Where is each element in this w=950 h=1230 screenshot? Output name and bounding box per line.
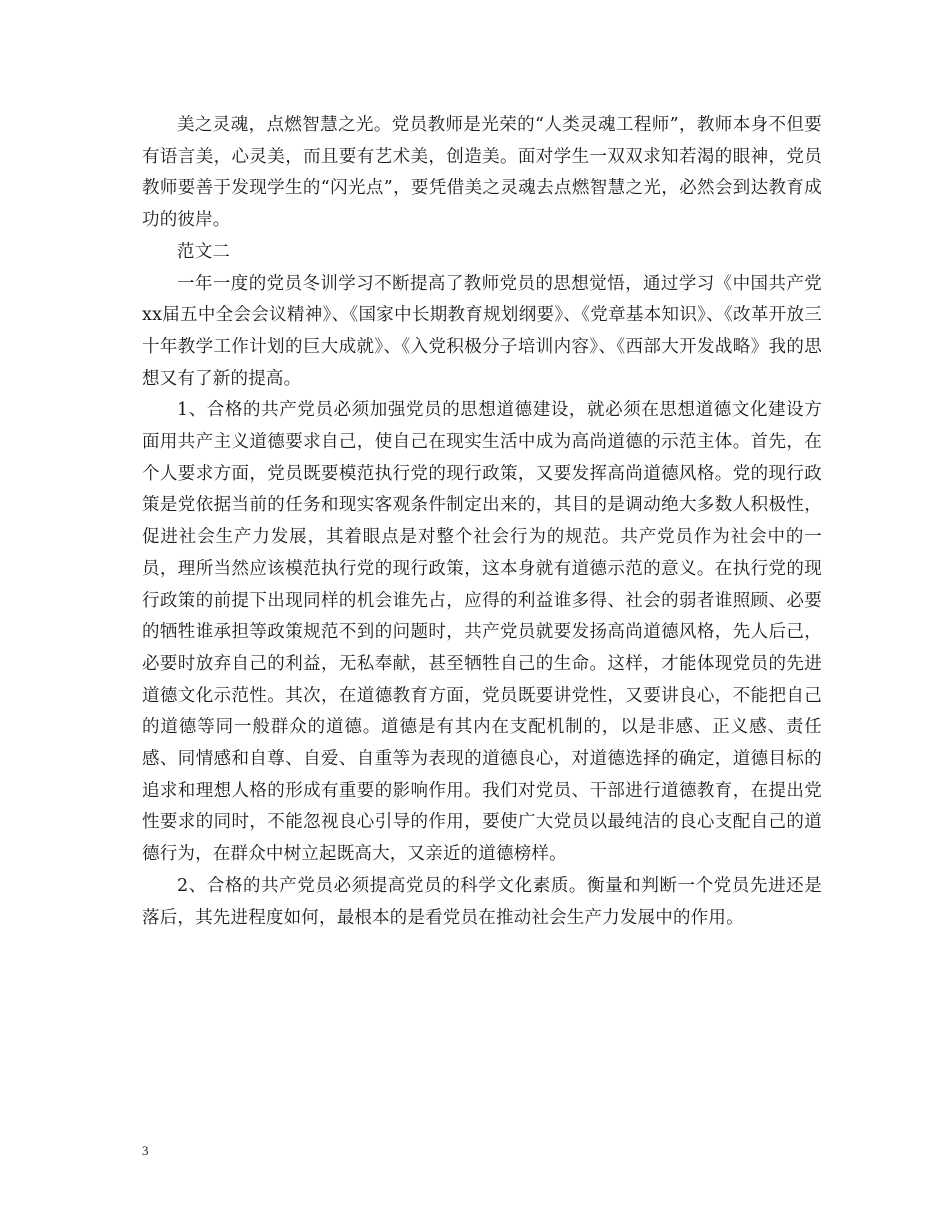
page-number: 3 (142, 1143, 149, 1158)
paragraph-2: 一年一度的党员冬训学习不断提高了教师党员的思想觉悟，通过学习《中国共产党xx届五中全会会议精神》、《国家中长期教育规划纲要》、《党章基本知识》、《改革开放三十年教学工作计划的巨大成就》、《入党积极分子培训内容》、《西部大开发战略》我的思想又有了新的提高。 (142, 273, 822, 389)
paragraph-1: 美之灵魂，点燃智慧之光。党员教师是光荣的“人类灵魂工程师”，教师本身不但要有语言美，心灵美，而且要有艺术美，创造美。面对学生一双双求知若渴的眼神，党员教师要善于发现学生的“闪光点”，要凭借美之灵魂去点燃智慧之光，必然会到达教育成功的彼岸。 (142, 115, 822, 231)
paragraph-3: 1、合格的共产党员必须加强党员的思想道德建设，就必须在思想道德文化建设方面用共产主义道德要求自己，使自己在现实生活中成为高尚道德的示范主体。首先，在个人要求方面，党员既要模范执行党的现行政策，又要发挥高尚道德风格。党的现行政策是党依据当前的任务和现实客观条件制定出来的，其目的是调动绝大多数人积极性，促进社会生产力发展，其着眼点是对整个社会行为的规范。共产党员作为社会中的一员，理所当然应该模范执行党的现行政策，这本身就有道德示范的意义。在执行党的现行政策的前提下出现同样的机会谁先占，应得的利益谁多得、社会的弱者谁照顾、必要的牺牲谁承担等政策规范不到的问题时，共产党员就要发扬高尚道德风格，先人后己，必要时放弃自己的利益，无私奉献，甚至牺牲自己的生命。这样，才能体现党员的先进道德文化示范性。其次，在道德教育方面，党员既要讲党性，又要讲良心，不能把自己的道德等同一般群众的道德。道德是有其内在支配机制的，以是非感、正义感、责任感、同情感和自尊、自爱、自重等为表现的道德良心，对道德选择的确定，道德目标的追求和理想人格的形成有重要的影响作用。我们对党员、干部进行道德教育，在提出党性要求的同时，不能忽视良心引导的作用，要使广大党员以最纯洁的良心支配自己的道德行为，在群众中树立起既高大，又亲近的道德榜样。 (142, 400, 822, 865)
document-body (142, 110, 822, 934)
paragraph-4: 2、合格的共产党员必须提高党员的科学文化素质。衡量和判断一个党员先进还是落后，其先进程度如何，最根本的是看党员在推动社会生产力发展中的作用。 (142, 875, 822, 928)
section-heading-fanwen-er: 范文二 (177, 241, 231, 262)
